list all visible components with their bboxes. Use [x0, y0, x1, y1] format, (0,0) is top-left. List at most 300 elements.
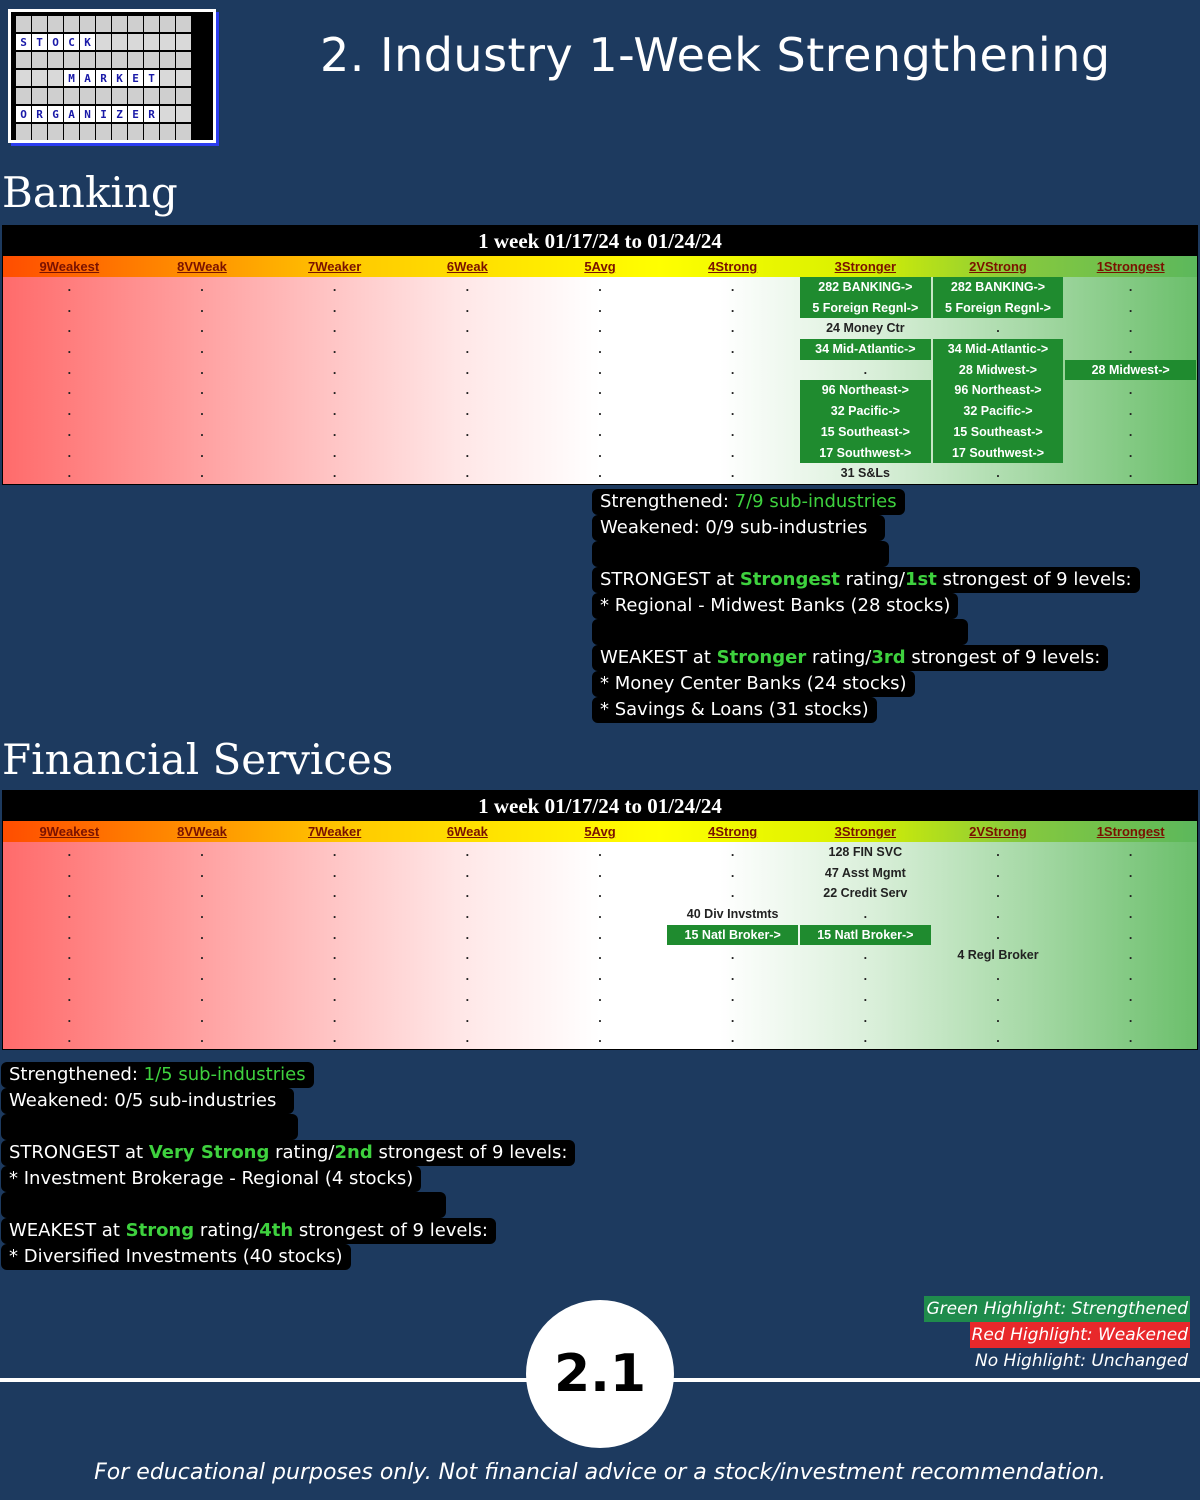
level-label: 2VStrong [969, 824, 1027, 839]
empty-cell: . [996, 845, 1000, 859]
empty-cell: . [1128, 466, 1133, 481]
empty-cell: . [200, 424, 204, 439]
empty-cell: . [200, 865, 204, 880]
logo-cell [176, 52, 191, 68]
empty-cell: . [996, 886, 1000, 901]
level-label: 9Weakest [39, 824, 100, 839]
empty-cell: . [200, 466, 204, 481]
empty-cell: . [730, 948, 735, 963]
empty-cell: . [1128, 948, 1133, 963]
banking-weakened: Weakened: 0/9 sub-industries [592, 515, 885, 541]
empty-cell: . [67, 404, 72, 419]
logo-cell [16, 70, 31, 86]
empty-cell: . [598, 342, 602, 357]
logo-cell [160, 70, 175, 86]
financial-services-rating-grid [2, 790, 1198, 1050]
logo-cell [32, 16, 47, 32]
logo-cell [160, 16, 175, 32]
logo-cell [64, 16, 79, 32]
level-label: 7Weaker [308, 824, 362, 839]
empty-cell: . [598, 280, 602, 294]
grid-row [3, 463, 1197, 484]
empty-cell: . [332, 969, 337, 984]
empty-cell: . [67, 948, 72, 963]
empty-cell: . [598, 404, 602, 419]
empty-cell: . [67, 445, 72, 460]
logo-cell [160, 34, 175, 50]
empty-cell: . [863, 362, 868, 377]
logo-row [16, 124, 208, 141]
logo-row [16, 34, 208, 51]
empty-cell: . [730, 445, 735, 460]
empty-cell: . [598, 362, 602, 377]
logo-cell [144, 52, 159, 68]
empty-cell: . [332, 445, 337, 460]
empty-cell: . [465, 404, 470, 419]
empty-cell: . [996, 466, 1000, 481]
logo-cell: T [32, 34, 47, 50]
empty-cell: . [200, 948, 204, 963]
empty-cell: . [332, 948, 337, 963]
empty-cell: . [200, 404, 204, 419]
logo-cell: E [128, 106, 143, 122]
grid-row [3, 883, 1197, 904]
empty-cell: . [598, 321, 602, 336]
empty-cell: . [730, 865, 735, 880]
empty-cell: . [730, 321, 735, 336]
empty-cell: . [200, 362, 204, 377]
empty-cell: . [730, 362, 735, 377]
empty-cell: . [200, 886, 204, 901]
logo-cell [160, 106, 175, 122]
empty-cell: . [1128, 383, 1133, 398]
grid-row [3, 339, 1197, 360]
page-title: 2. Industry 1-Week Strengthening [320, 28, 1111, 82]
finsvc-strengthened: Strengthened: 1/5 sub-industries [1, 1062, 314, 1088]
logo-cell [16, 124, 31, 140]
empty-cell: . [1128, 886, 1133, 901]
logo-cell [112, 52, 127, 68]
grid-row [3, 422, 1197, 443]
grid-row [3, 443, 1197, 464]
logo-cell [32, 88, 47, 104]
page-number-badge: 2.1 [526, 1300, 674, 1448]
empty-cell: . [67, 342, 72, 357]
level-label: 5Avg [584, 259, 616, 274]
logo-cell: A [64, 106, 79, 122]
empty-cell: . [598, 927, 602, 942]
empty-cell: . [598, 445, 602, 460]
logo-cell: S [16, 34, 31, 50]
empty-cell: . [465, 280, 470, 294]
logo-cell [80, 16, 95, 32]
grid-row [3, 401, 1197, 422]
empty-cell: . [67, 424, 72, 439]
empty-cell: . [332, 300, 337, 315]
grid-row [3, 863, 1197, 884]
empty-cell: . [730, 424, 735, 439]
banking-strengthened: Strengthened: 7/9 sub-industries [592, 489, 905, 515]
empty-cell: . [332, 1031, 337, 1046]
banking-grid-header: 1 week 01/17/24 to 01/24/24 [3, 226, 1197, 256]
logo-cell: R [32, 106, 47, 122]
logo-cell [16, 16, 31, 32]
empty-cell: . [67, 845, 72, 859]
industry-cell: 282 BANKING-> [933, 277, 1064, 298]
industry-cell: 15 Natl Broker-> [800, 925, 931, 946]
finsvc-level-row [3, 821, 1197, 842]
empty-cell: . [465, 927, 470, 942]
industry-cell: 47 Asst Mgmt [824, 865, 906, 880]
empty-cell: . [730, 989, 735, 1004]
empty-cell: . [598, 424, 602, 439]
banking-weakest-item: * Money Center Banks (24 stocks) [592, 671, 915, 697]
banking-strongest-line: STRONGEST at Strongest rating/1st strongest of 9 levels: [592, 567, 1140, 593]
finsvc-summary-box [1, 1062, 575, 1270]
logo-row [16, 106, 208, 123]
empty-cell: . [465, 989, 470, 1004]
empty-cell: . [67, 1010, 72, 1025]
disclaimer-footer: For educational purposes only. Not financial advice or a stock/investment recommendation. [94, 1460, 1106, 1485]
logo-cell [144, 16, 159, 32]
finsvc-grid-body [3, 842, 1197, 1049]
grid-row [3, 1008, 1197, 1029]
empty-cell: . [996, 1031, 1000, 1046]
logo-cell [96, 16, 111, 32]
empty-cell: . [730, 886, 735, 901]
legend-unchanged: No Highlight: Unchanged [975, 1351, 1188, 1371]
empty-cell: . [332, 907, 337, 922]
industry-cell: 40 Div Invstmts [686, 907, 779, 922]
grid-row [3, 966, 1197, 987]
logo-cell [48, 52, 63, 68]
empty-cell: . [465, 1010, 470, 1025]
industry-cell: 28 Midwest-> [933, 360, 1064, 381]
empty-cell: . [67, 321, 72, 336]
level-label: 3Stronger [834, 824, 897, 839]
empty-cell: . [465, 424, 470, 439]
empty-cell: . [1128, 280, 1133, 294]
logo-cell [128, 34, 143, 50]
empty-cell: . [598, 845, 602, 859]
level-label: 8VWeak [177, 824, 227, 839]
level-label: 4Strong [708, 259, 758, 274]
logo-cell [64, 88, 79, 104]
empty-cell: . [863, 907, 868, 922]
logo-cell [48, 70, 63, 86]
logo-row [16, 88, 208, 105]
empty-cell: . [996, 927, 1000, 942]
logo-cell [48, 16, 63, 32]
empty-cell: . [67, 1031, 72, 1046]
finsvc-strongest-line: STRONGEST at Very Strong rating/2nd strongest of 9 levels: [1, 1140, 575, 1166]
logo-cell [32, 124, 47, 140]
empty-cell: . [465, 342, 470, 357]
empty-cell: . [200, 969, 204, 984]
empty-cell: . [863, 989, 868, 1004]
logo-cell: C [64, 34, 79, 50]
logo-cell: T [144, 70, 159, 86]
industry-cell: 96 Northeast-> [800, 380, 931, 401]
empty-cell: . [598, 969, 602, 984]
logo-row [16, 16, 208, 33]
level-label: 4Strong [708, 824, 758, 839]
empty-cell: . [200, 300, 204, 315]
logo-cell: M [64, 70, 79, 86]
empty-cell: . [1128, 342, 1133, 357]
stock-market-organizer-logo [8, 9, 216, 143]
logo-cell: G [48, 106, 63, 122]
logo-cell: Z [112, 106, 127, 122]
level-label: 9Weakest [39, 259, 100, 274]
logo-cell [128, 16, 143, 32]
empty-cell: . [200, 907, 204, 922]
empty-cell: . [1128, 424, 1133, 439]
level-label: 3Stronger [834, 259, 897, 274]
logo-cell [112, 88, 127, 104]
empty-cell: . [863, 969, 868, 984]
level-label: 2VStrong [969, 259, 1027, 274]
industry-cell: 17 Southwest-> [800, 443, 931, 464]
logo-cell [96, 124, 111, 140]
empty-cell: . [465, 321, 470, 336]
logo-cell: R [96, 70, 111, 86]
logo-cell [144, 124, 159, 140]
logo-cell [48, 88, 63, 104]
empty-cell: . [863, 1031, 868, 1046]
legend-strengthened: Green Highlight: Strengthened [924, 1296, 1190, 1322]
empty-cell: . [67, 466, 72, 481]
empty-cell: . [1128, 1010, 1133, 1025]
industry-cell: 32 Pacific-> [933, 401, 1064, 422]
finsvc-grid-header: 1 week 01/17/24 to 01/24/24 [3, 791, 1197, 821]
banking-weakest-line: WEAKEST at Stronger rating/3rd strongest of 9 levels: [592, 645, 1108, 671]
empty-cell: . [598, 1031, 602, 1046]
logo-cell: I [96, 106, 111, 122]
industry-cell: 96 Northeast-> [933, 380, 1064, 401]
empty-cell: . [332, 1010, 337, 1025]
logo-cell: K [112, 70, 127, 86]
empty-cell: . [465, 466, 470, 481]
empty-cell: . [200, 927, 204, 942]
logo-cell [160, 88, 175, 104]
financial-services-section-title: Financial Services [2, 735, 394, 784]
empty-cell: . [200, 845, 204, 859]
empty-cell: . [863, 1010, 868, 1025]
grid-row [3, 277, 1197, 298]
logo-cell [128, 124, 143, 140]
empty-cell: . [598, 886, 602, 901]
empty-cell: . [1128, 907, 1133, 922]
empty-cell: . [67, 886, 72, 901]
empty-cell: . [598, 300, 602, 315]
industry-cell: 15 Natl Broker-> [667, 925, 798, 946]
empty-cell: . [200, 321, 204, 336]
finsvc-weakest-line: WEAKEST at Strong rating/4th strongest of 9 levels: [1, 1218, 496, 1244]
empty-cell: . [598, 1010, 602, 1025]
empty-cell: . [67, 969, 72, 984]
industry-cell: 34 Mid-Atlantic-> [933, 339, 1064, 360]
logo-cell [176, 106, 191, 122]
empty-cell: . [730, 404, 735, 419]
banking-rating-grid [2, 225, 1198, 485]
empty-cell: . [996, 907, 1000, 922]
empty-cell: . [1128, 321, 1133, 336]
industry-cell: 128 FIN SVC [828, 845, 903, 859]
logo-cell [64, 124, 79, 140]
empty-cell: . [730, 1010, 735, 1025]
empty-cell: . [1128, 1031, 1133, 1046]
empty-cell: . [332, 927, 337, 942]
empty-cell: . [730, 300, 735, 315]
grid-row [3, 904, 1197, 925]
industry-cell: 28 Midwest-> [1065, 360, 1196, 381]
empty-cell: . [332, 886, 337, 901]
logo-cell [176, 124, 191, 140]
empty-cell: . [730, 845, 735, 859]
industry-cell: 24 Money Ctr [826, 321, 905, 336]
banking-strongest-item: * Regional - Midwest Banks (28 stocks) [592, 593, 958, 619]
empty-cell: . [465, 886, 470, 901]
empty-cell: . [67, 383, 72, 398]
logo-cell [80, 88, 95, 104]
empty-cell: . [67, 989, 72, 1004]
empty-cell: . [332, 342, 337, 357]
grid-row [3, 1028, 1197, 1049]
empty-cell: . [67, 280, 72, 294]
grid-row [3, 925, 1197, 946]
empty-cell: . [332, 989, 337, 1004]
empty-cell: . [332, 362, 337, 377]
empty-cell: . [996, 321, 1000, 336]
empty-cell: . [1128, 404, 1133, 419]
logo-cell [112, 124, 127, 140]
empty-cell: . [67, 907, 72, 922]
empty-cell: . [598, 383, 602, 398]
logo-cell [176, 70, 191, 86]
grid-row [3, 360, 1197, 381]
empty-cell: . [67, 300, 72, 315]
empty-cell: . [465, 1031, 470, 1046]
logo-cell [64, 52, 79, 68]
finsvc-weakest-item: * Diversified Investments (40 stocks) [1, 1244, 351, 1270]
empty-cell: . [598, 865, 602, 880]
empty-cell: . [332, 321, 337, 336]
empty-cell: . [996, 1010, 1000, 1025]
empty-cell: . [465, 300, 470, 315]
empty-cell: . [1128, 865, 1133, 880]
empty-cell: . [996, 865, 1000, 880]
empty-cell: . [332, 383, 337, 398]
industry-cell: 5 Foreign Regnl-> [800, 298, 931, 319]
empty-cell: . [332, 280, 337, 294]
level-label: 5Avg [584, 824, 616, 839]
logo-cell [128, 52, 143, 68]
empty-cell: . [1128, 445, 1133, 460]
empty-cell: . [1128, 989, 1133, 1004]
industry-cell: 4 Regl Broker [957, 948, 1039, 963]
empty-cell: . [332, 865, 337, 880]
empty-cell: . [598, 907, 602, 922]
logo-cell [144, 88, 159, 104]
empty-cell: . [465, 845, 470, 859]
empty-cell: . [465, 948, 470, 963]
logo-cell [176, 88, 191, 104]
empty-cell: . [598, 989, 602, 1004]
grid-row [3, 945, 1197, 966]
industry-cell: 34 Mid-Atlantic-> [800, 339, 931, 360]
logo-cell [160, 124, 175, 140]
grid-row [3, 987, 1197, 1008]
empty-cell: . [465, 362, 470, 377]
logo-cell [112, 34, 127, 50]
empty-cell: . [200, 383, 204, 398]
empty-cell: . [200, 280, 204, 294]
banking-section-title: Banking [2, 168, 178, 217]
logo-cell [176, 16, 191, 32]
logo-cell [32, 52, 47, 68]
industry-cell: 32 Pacific-> [800, 401, 931, 422]
logo-cell [16, 88, 31, 104]
empty-cell: . [465, 445, 470, 460]
logo-cell [96, 34, 111, 50]
empty-cell: . [996, 969, 1000, 984]
empty-cell: . [332, 424, 337, 439]
empty-cell: . [598, 948, 602, 963]
empty-cell: . [1128, 845, 1133, 859]
empty-cell: . [200, 1031, 204, 1046]
logo-cell [48, 124, 63, 140]
empty-cell: . [863, 948, 868, 963]
highlight-legend [924, 1296, 1190, 1374]
logo-cell: K [80, 34, 95, 50]
empty-cell: . [1128, 300, 1133, 315]
empty-cell: . [200, 342, 204, 357]
logo-cell [32, 70, 47, 86]
industry-cell: 15 Southeast-> [800, 422, 931, 443]
finsvc-weakened: Weakened: 0/5 sub-industries [1, 1088, 294, 1114]
logo-cell: R [144, 106, 159, 122]
empty-cell: . [67, 927, 72, 942]
empty-cell: . [730, 280, 735, 294]
empty-cell: . [332, 404, 337, 419]
banking-weakest-item: * Savings & Loans (31 stocks) [592, 697, 877, 723]
logo-cell [80, 52, 95, 68]
level-label: 7Weaker [308, 259, 362, 274]
logo-cell [80, 124, 95, 140]
level-label: 6Weak [446, 824, 488, 839]
logo-cell: A [80, 70, 95, 86]
empty-cell: . [332, 845, 337, 859]
empty-cell: . [730, 383, 735, 398]
empty-cell: . [465, 865, 470, 880]
empty-cell: . [730, 342, 735, 357]
grid-row [3, 380, 1197, 401]
empty-cell: . [730, 1031, 735, 1046]
logo-cell [96, 88, 111, 104]
empty-cell: . [465, 907, 470, 922]
empty-cell: . [200, 1010, 204, 1025]
logo-cell: O [16, 106, 31, 122]
empty-cell: . [1128, 927, 1133, 942]
logo-cell [16, 52, 31, 68]
empty-cell: . [332, 466, 337, 481]
banking-level-row [3, 256, 1197, 277]
logo-row [16, 52, 208, 69]
empty-cell: . [730, 969, 735, 984]
logo-cell [96, 52, 111, 68]
empty-cell: . [67, 362, 72, 377]
